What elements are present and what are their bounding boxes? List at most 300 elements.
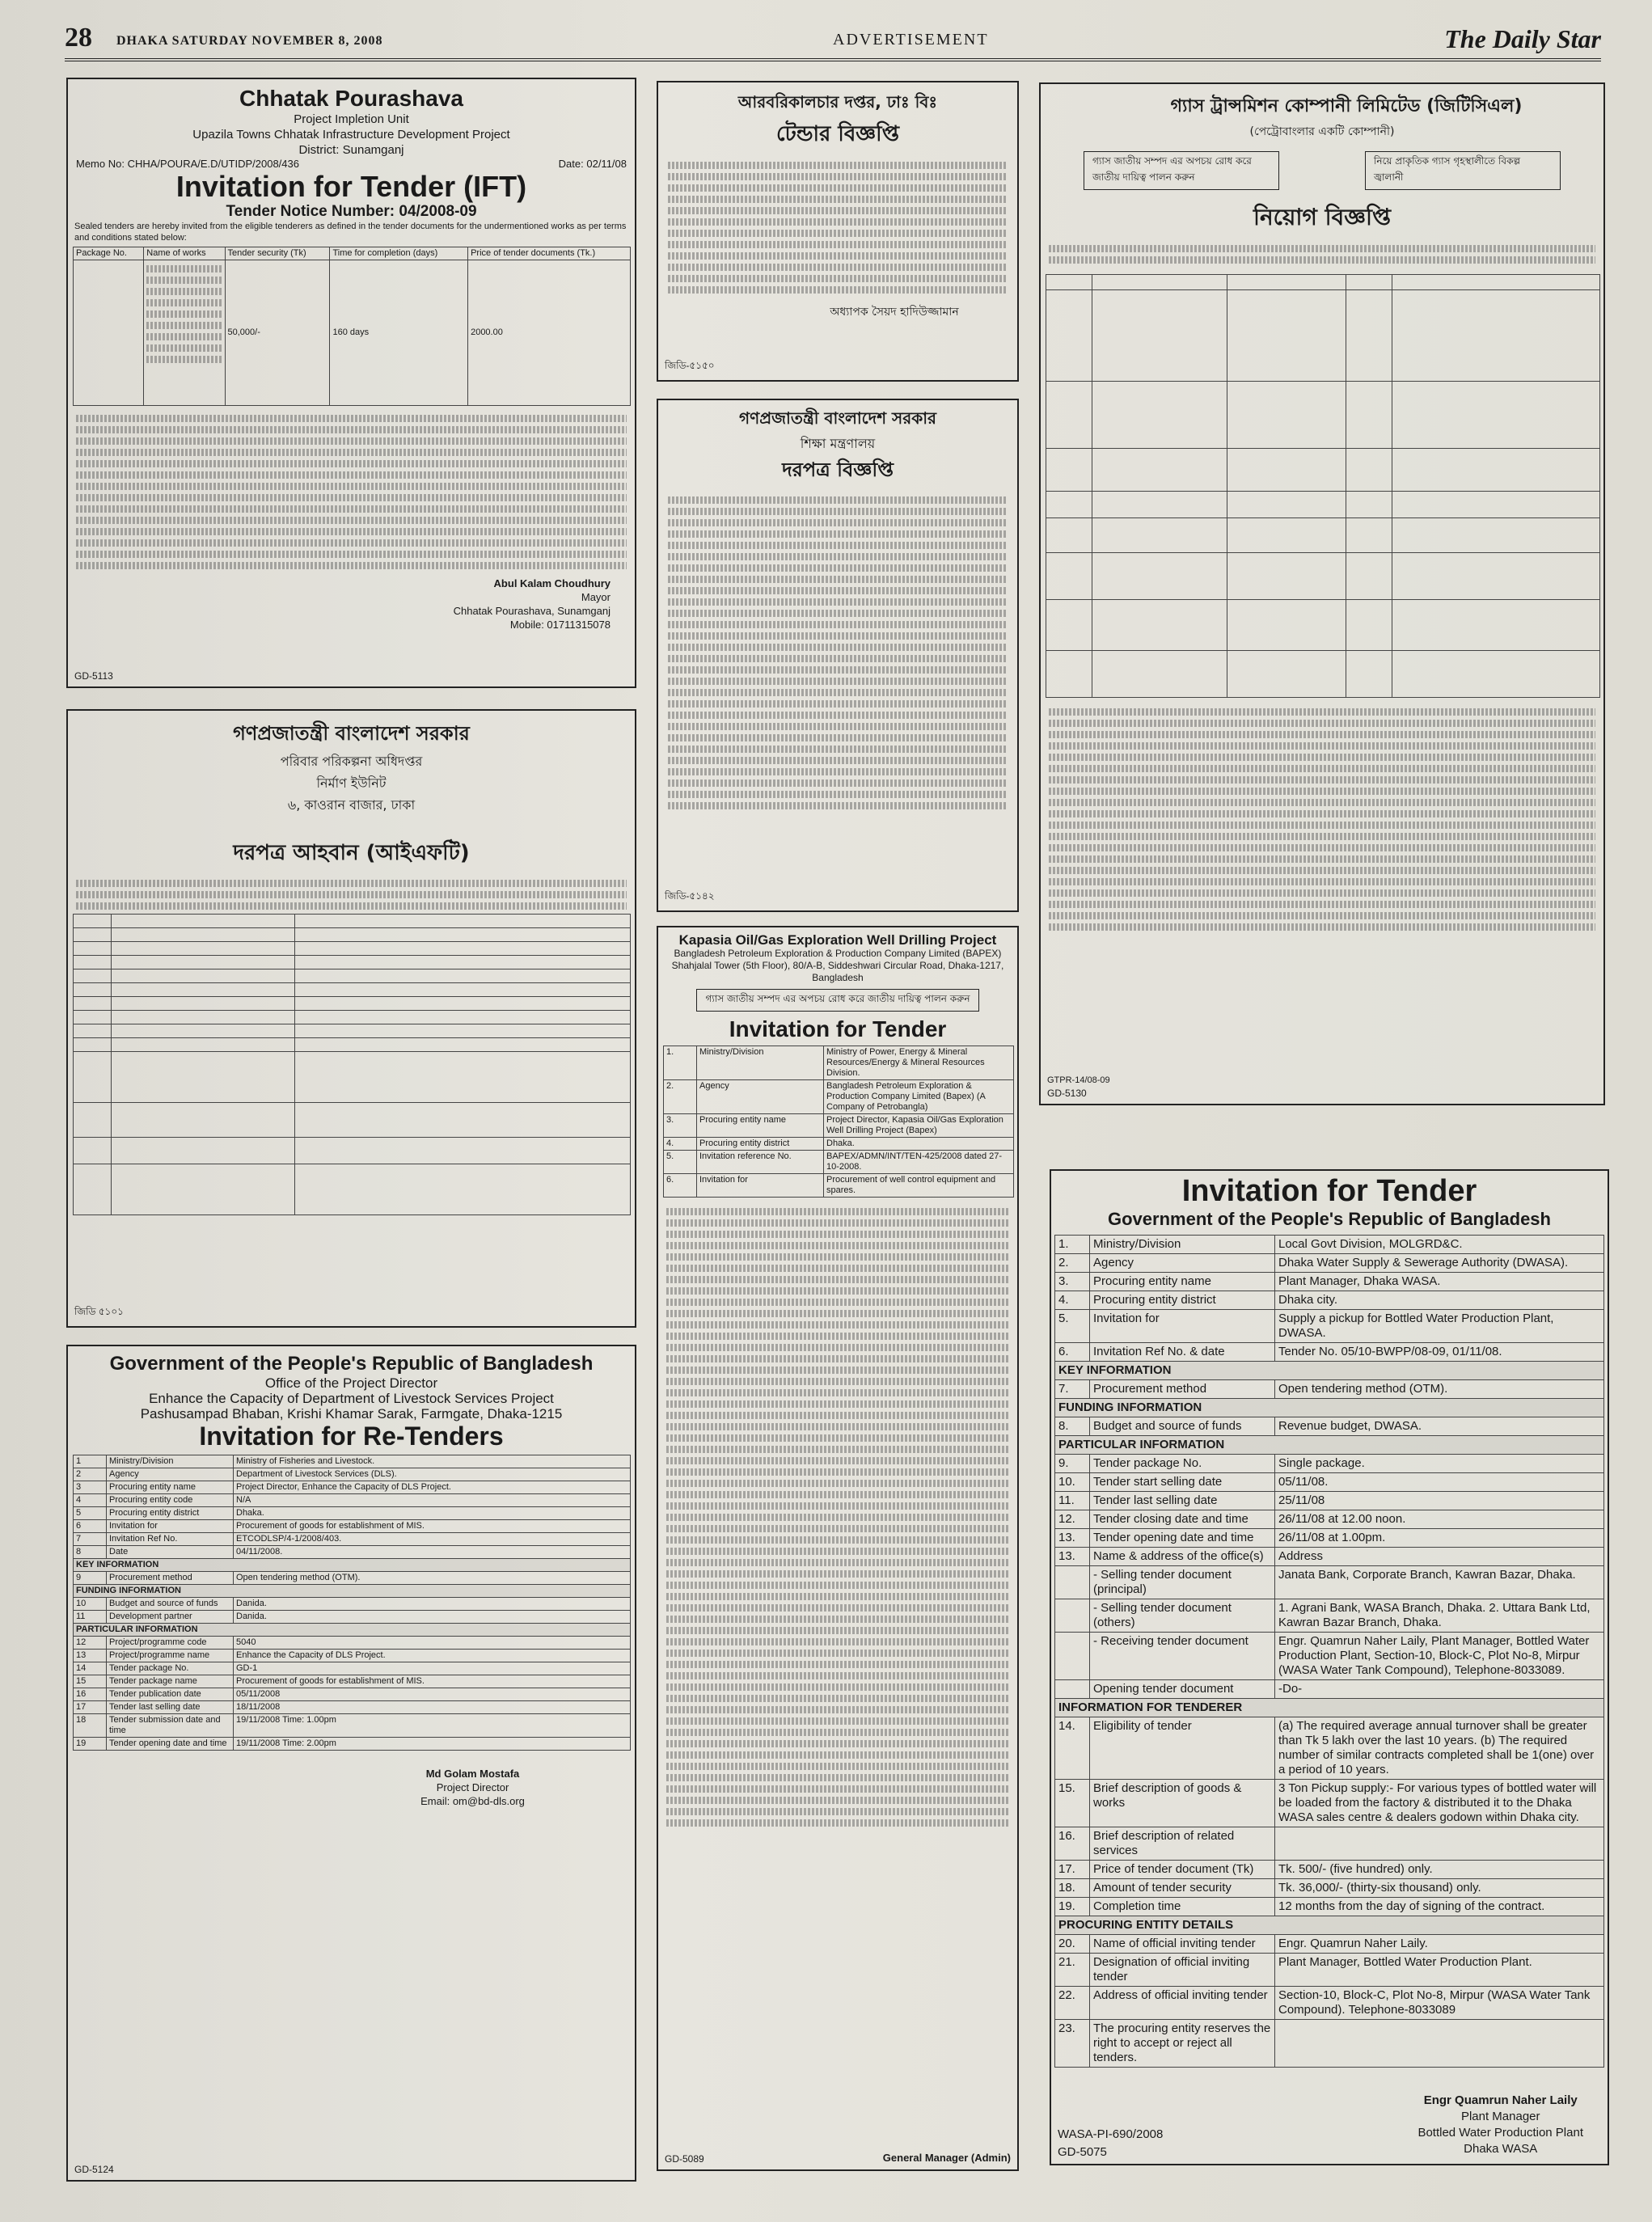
table-row [74,1714,631,1738]
dateline: DHAKA SATURDAY NOVEMBER 8, 2008 [116,34,383,48]
table-cell: Dhaka. [824,1138,1014,1151]
edu-heading: দরপত্র বিজ্ঞপ্তি [782,458,894,481]
table-cell: Project Director, Enhance the Capacity of DLS Project. [234,1481,631,1494]
wasa-heading: Invitation for Tender [1181,1174,1477,1208]
table-cell: Project/programme code [107,1637,234,1650]
table-cell: Engr. Quamrun Naher Laily. [1275,1935,1604,1954]
col-header: Package No. [74,247,144,260]
section-heading: FUNDING INFORMATION [1055,1399,1604,1417]
table-row [74,1688,631,1701]
table-cell: Address [1275,1548,1604,1566]
table-row [1055,1380,1604,1399]
ad-education [657,399,1019,912]
table-cell: Danida. [234,1598,631,1611]
table-cell: Name & address of the office(s) [1090,1548,1275,1566]
table-cell: 17. [1055,1861,1090,1879]
table-cell: Ministry of Fisheries and Livestock. [234,1455,631,1468]
table-cell: Name of official inviting tender [1090,1935,1275,1954]
table-cell: 10. [1055,1473,1090,1492]
table-cell: Tender closing date and time [1090,1510,1275,1529]
table-cell: 13. [1055,1548,1090,1566]
section-row [1055,1699,1604,1717]
tender-security: 50,000/- [225,260,330,406]
chhatak-mobile: Mobile: 01711315078 [509,619,611,631]
table-cell: Plant Manager, Dhaka WASA. [1275,1273,1604,1291]
ad-gtcl [1039,82,1605,1105]
table-cell: 11 [74,1611,107,1624]
table-row [1055,1291,1604,1310]
table-row [74,1611,631,1624]
table-cell: 25/11/08 [1275,1492,1604,1510]
ad-wasa [1050,1169,1609,2165]
table-cell: Agency [1090,1254,1275,1273]
table-cell: Ministry/Division [107,1455,234,1468]
family-unit: নির্মাণ ইউনিট [316,775,387,791]
table-row [74,1468,631,1481]
family-heading: দরপত্র আহবান (আইএফটি) [233,841,470,865]
ad-code: GD-5113 [74,670,113,682]
chhatak-heading: Invitation for Tender (IFT) [175,170,527,203]
table-cell: Invitation Ref No. & date [1090,1343,1275,1362]
section-heading: KEY INFORMATION [74,1559,631,1572]
table-row [1055,1898,1604,1916]
table-cell: 5. [664,1151,697,1174]
table-cell: 18. [1055,1879,1090,1898]
table-cell: Tender last selling date [107,1701,234,1714]
table-cell: 15. [1055,1780,1090,1827]
table-cell: 8. [1055,1417,1090,1436]
table-row [664,1174,1014,1198]
table-cell: 2 [74,1468,107,1481]
table-cell: 12 months from the day of signing of the contract. [1275,1898,1604,1916]
document-price: 2000.00 [468,260,631,406]
gtcl-slogan-left: গ্যাস জাতীয় সম্পদ এর অপচয় রোধ করে জাতীয় দায়িত্ব পালন করুন [1084,151,1279,190]
table-cell: Ministry/Division [697,1046,824,1080]
table-cell: 14. [1055,1717,1090,1780]
table-cell: Eligibility of tender [1090,1717,1275,1780]
table-row [1055,1879,1604,1898]
kapasia-signer-role: General Manager (Admin) [882,2152,1011,2164]
table-cell: Bangladesh Petroleum Exploration & Production Company Limited (Bapex) (A Company of Petrobangla) [824,1080,1014,1114]
ad-code: জিডি-৫১৪২ [665,890,715,902]
section-heading: FUNDING INFORMATION [74,1585,631,1598]
table-cell: Opening tender document [1090,1680,1275,1699]
table-cell: Department of Livestock Services (DLS). [234,1468,631,1481]
table-cell: Tender package No. [1090,1455,1275,1473]
table-cell: 13. [1055,1529,1090,1548]
table-cell: (a) The required average annual turnover shall be greater than Tk 5 lakh over the last 10 years. (b) The required number of similar contracts completed shall be 1(one) over a period of 10 years. [1275,1717,1604,1780]
table-cell: Tender No. 05/10-BWPP/08-09, 01/11/08. [1275,1343,1604,1362]
table-cell: 4. [1055,1291,1090,1310]
table-cell: Date [107,1546,234,1559]
table-cell: Procurement of goods for establishment of MIS. [234,1520,631,1533]
table-cell: 6 [74,1520,107,1533]
arbori-heading: টেন্ডার বিজ্ঞপ্তি [776,122,899,146]
section-row [1055,1436,1604,1455]
chhatak-signer: Abul Kalam Choudhury [493,577,611,589]
table-cell [1055,1680,1090,1699]
table-cell: Procuring entity district [697,1138,824,1151]
ad-code: GD-5075 [1058,2145,1107,2159]
col-header: Time for completion (days) [330,247,468,260]
table-cell: Agency [107,1468,234,1481]
table-cell: Completion time [1090,1898,1275,1916]
dls-address: Pashusampad Bhaban, Krishi Khamar Sarak, Farmgate, Dhaka-1215 [140,1406,563,1421]
section-heading: PARTICULAR INFORMATION [74,1624,631,1637]
family-address: ৬, কাওরান বাজার, ঢাকা [287,797,416,813]
section-heading: PARTICULAR INFORMATION [1055,1436,1604,1455]
ad-family-planning [66,709,636,1328]
dls-office: Office of the Project Director [264,1375,438,1391]
arbori-title: আরবরিকালচার দপ্তর, ঢাঃ বিঃ [737,92,938,112]
table-cell: 10 [74,1598,107,1611]
table-cell: - Selling tender document (principal) [1090,1566,1275,1599]
table-cell: 4 [74,1494,107,1507]
section-row [74,1585,631,1598]
dls-project: Enhance the Capacity of Department of Livestock Services Project [149,1391,554,1406]
gtcl-slogan-right: নিয়ে প্রাকৃতিক গ্যাস গৃহস্থালীতে বিকল্প জ্বালানী [1365,151,1561,190]
section-row [74,1624,631,1637]
gtcl-title: গ্যাস ট্রান্সমিশন কোম্পানী লিমিটেড (জিটিসিএল) [1170,96,1523,116]
section-heading: PROCURING ENTITY DETAILS [1055,1916,1604,1935]
table-row [1055,1473,1604,1492]
dls-signer-role: Project Director [436,1781,509,1793]
chhatak-date: Date: 02/11/08 [558,158,627,170]
table-cell: 1. [664,1046,697,1080]
kapasia-heading: Invitation for Tender [729,1016,947,1041]
table-cell: Tender submission date and time [107,1714,234,1738]
table-cell: Project Director, Kapasia Oil/Gas Exploration Well Drilling Project (Bapex) [824,1114,1014,1138]
table-cell: The procuring entity reserves the right to accept or reject all tenders. [1090,2020,1275,2068]
table-cell: 1. Agrani Bank, WASA Branch, Dhaka. 2. Uttara Bank Ltd, Kawran Bazar Branch, Dhaka. [1275,1599,1604,1633]
table-cell: Procuring entity name [697,1114,824,1138]
paper-name: The Daily Star [1444,24,1601,53]
table-row [1055,1455,1604,1473]
table-row [1055,1717,1604,1780]
wasa-ref-code: WASA-PI-690/2008 [1058,2127,1164,2141]
masthead [65,23,1601,61]
kapasia-address: Shahjalal Tower (5th Floor), 80/A-B, Siddeshwari Circular Road, Dhaka-1217, Bangladesh [671,960,1004,983]
family-table [73,914,631,1215]
table-cell: Amount of tender security [1090,1879,1275,1898]
wasa-signer-role: Plant Manager [1460,2110,1540,2123]
ad-code: GD-5130 [1047,1088,1087,1099]
ad-dls [66,1345,636,2182]
table-row [664,1151,1014,1174]
table-row [74,1675,631,1688]
section-label: ADVERTISEMENT [833,31,989,49]
table-cell: 3 Ton Pickup supply:- For various types of bottled water will be loaded from the factory & distributed it to the Dhaka WASA sales centre & dealers godown within Dhaka city. [1275,1780,1604,1827]
ad-code: জিডি ৫১০১ [74,1306,124,1317]
table-cell: - Selling tender document (others) [1090,1599,1275,1633]
col-header: Tender security (Tk) [225,247,330,260]
completion-time: 160 days [330,260,468,406]
table-row [74,1701,631,1714]
table-cell [1275,1827,1604,1861]
wasa-title: Government of the People's Republic of Bangladesh [1108,1209,1551,1229]
kapasia-slogan: গ্যাস জাতীয় সম্পদ এর অপচয় রোধ করে জাতীয় দায়িত্ব পালন করুন [696,989,978,1012]
section-row [1055,1399,1604,1417]
table-row [74,1455,631,1468]
table-cell: 12 [74,1637,107,1650]
chhatak-project: Upazila Towns Chhatak Infrastructure Development Project [192,128,510,142]
table-cell: 14 [74,1662,107,1675]
table-row [1055,1254,1604,1273]
table-cell: 15 [74,1675,107,1688]
table-cell: Tender publication date [107,1688,234,1701]
table-cell: 18 [74,1714,107,1738]
table-cell: Procurement of goods for establishment of MIS. [234,1675,631,1688]
table-row [1055,1827,1604,1861]
chhatak-district: District: Sunamganj [298,143,404,157]
table-row [1055,1954,1604,1987]
table-cell: 6. [664,1174,697,1198]
wasa-signer-city: Dhaka WASA [1464,2142,1538,2156]
table-cell: 5040 [234,1637,631,1650]
gtcl-subtitle: (পেট্রোবাংলার একটি কোম্পানী) [1249,125,1395,138]
table-cell: 5 [74,1507,107,1520]
table-cell: Open tendering method (OTM). [234,1572,631,1585]
table-row [74,1662,631,1675]
table-row [1055,1680,1604,1699]
table-cell: Tender package name [107,1675,234,1688]
arbori-signer: অধ্যাপক সৈয়দ হাদিউজ্জামান [830,306,959,319]
table-row [1055,1599,1604,1633]
table-row [1055,1861,1604,1879]
table-cell: 9. [1055,1455,1090,1473]
ad-code: জিডি-৫১৫০ [665,360,715,371]
ad-kapasia [657,926,1019,2171]
table-cell: Address of official inviting tender [1090,1987,1275,2020]
table-cell: 19/11/2008 Time: 1.00pm [234,1714,631,1738]
table-cell: 7. [1055,1380,1090,1399]
table-cell: 5. [1055,1310,1090,1343]
table-cell: BAPEX/ADMN/INT/TEN-425/2008 dated 27-10-2008. [824,1151,1014,1174]
wasa-signer-org: Bottled Water Production Plant [1418,2126,1583,2140]
table-cell: 7 [74,1533,107,1546]
table-row [1055,1492,1604,1510]
table-cell: GD-1 [234,1662,631,1675]
table-cell: Tender opening date and time [1090,1529,1275,1548]
table-cell: Invitation for [107,1520,234,1533]
wasa-table [1054,1235,1604,2068]
table-cell: Open tendering method (OTM). [1275,1380,1604,1399]
table-cell: Procuring entity district [107,1507,234,1520]
table-cell: -Do- [1275,1680,1604,1699]
gtcl-code: GTPR-14/08-09 [1047,1075,1110,1085]
table-row [1055,1780,1604,1827]
table-cell: Development partner [107,1611,234,1624]
table-cell: Invitation for [697,1174,824,1198]
edu-title: গণপ্রজাতন্ত্রী বাংলাদেশ সরকার [739,408,936,428]
table-cell: Budget and source of funds [1090,1417,1275,1436]
table-cell: 13 [74,1650,107,1662]
table-cell: Budget and source of funds [107,1598,234,1611]
dls-title: Government of the People's Republic of Bangladesh [109,1353,594,1375]
table-row [1055,1343,1604,1362]
table-cell: 12. [1055,1510,1090,1529]
chhatak-table [73,247,631,406]
table-cell: Enhance the Capacity of DLS Project. [234,1650,631,1662]
table-cell [1055,1599,1090,1633]
table-cell: 18/11/2008 [234,1701,631,1714]
table-cell: ETCODLSP/4-1/2008/403. [234,1533,631,1546]
col-header: Name of works [144,247,225,260]
edu-ministry: শিক্ষা মন্ত্রণালয় [800,436,876,451]
table-cell: 11. [1055,1492,1090,1510]
table-row [1055,2020,1604,2068]
table-row [664,1114,1014,1138]
section-row [1055,1362,1604,1380]
table-cell: 26/11/08 at 12.00 noon. [1275,1510,1604,1529]
gtcl-table [1046,274,1600,698]
table-row [1055,1566,1604,1599]
kapasia-table [663,1046,1014,1198]
table-cell: 3. [1055,1273,1090,1291]
table-row [74,1546,631,1559]
table-cell: Brief description of goods & works [1090,1780,1275,1827]
ad-arboriculture [657,81,1019,382]
chhatak-notice: Tender Notice Number: 04/2008-09 [226,203,477,220]
table-cell: Agency [697,1080,824,1114]
table-cell: Tender package No. [107,1662,234,1675]
kapasia-org: Bangladesh Petroleum Exploration & Production Company Limited (BAPEX) [674,948,1002,959]
table-cell [1275,2020,1604,2068]
table-cell: Tender last selling date [1090,1492,1275,1510]
table-cell: 20. [1055,1935,1090,1954]
table-cell: 1 [74,1455,107,1468]
table-cell [1055,1566,1090,1599]
table-cell: Section-10, Block-C, Plot No-8, Mirpur (WASA Water Tank Compound). Telephone-8033089 [1275,1987,1604,2020]
chhatak-intro: Sealed tenders are hereby invited from the eligible tenderers as defined in the tender documents for the undermentioned works as per terms and conditions stated below: [74,222,627,243]
family-office: পরিবার পরিকল্পনা অধিদপ্তর [280,754,423,769]
table-row [74,1494,631,1507]
table-cell: 16 [74,1688,107,1701]
ad-code: GD-5089 [665,2153,704,2165]
table-row [74,1520,631,1533]
table-cell: Tk. 500/- (five hundred) only. [1275,1861,1604,1879]
dls-table [73,1455,631,1751]
table-cell: 05/11/2008 [234,1688,631,1701]
table-cell: 2. [1055,1254,1090,1273]
table-cell: Dhaka city. [1275,1291,1604,1310]
table-cell: 6. [1055,1343,1090,1362]
table-cell: Janata Bank, Corporate Branch, Kawran Bazar, Dhaka. [1275,1566,1604,1599]
table-cell: Danida. [234,1611,631,1624]
table-cell: Supply a pickup for Bottled Water Production Plant, DWASA. [1275,1310,1604,1343]
table-cell: 3. [664,1114,697,1138]
table-cell: 21. [1055,1954,1090,1987]
table-cell: 8 [74,1546,107,1559]
table-cell: Tk. 36,000/- (thirty-six thousand) only. [1275,1879,1604,1898]
table-row [1055,1273,1604,1291]
ad-chhatak [66,78,636,688]
table-row [74,1507,631,1520]
dls-heading: Invitation for Re-Tenders [199,1421,504,1451]
table-cell: Tender start selling date [1090,1473,1275,1492]
table-cell: Ministry/Division [1090,1236,1275,1254]
table-cell: 4. [664,1138,697,1151]
table-cell: Dhaka. [234,1507,631,1520]
table-row [1055,1548,1604,1566]
table-cell: Plant Manager, Bottled Water Production Plant. [1275,1954,1604,1987]
table-cell: 19/11/2008 Time: 2.00pm [234,1738,631,1751]
page-number: 28 [65,23,92,53]
table-row [74,1738,631,1751]
table-row [74,1637,631,1650]
table-cell: 04/11/2008. [234,1546,631,1559]
table-cell: 17 [74,1701,107,1714]
table-cell: Procuring entity district [1090,1291,1275,1310]
table-cell: Price of tender document (Tk) [1090,1861,1275,1879]
table-row [74,1650,631,1662]
table-cell: 26/11/08 at 1.00pm. [1275,1529,1604,1548]
table-cell: 19. [1055,1898,1090,1916]
table-row [664,1080,1014,1114]
table-row [664,1046,1014,1080]
table-cell: 16. [1055,1827,1090,1861]
kapasia-title: Kapasia Oil/Gas Exploration Well Drilling Project [678,932,997,948]
table-cell: Engr. Quamrun Naher Laily, Plant Manager, Bottled Water Production Plant, Section-10, Block-C, Plot No-8, Mirpur (WASA Water Tank Compound), Telephone-8033089. [1275,1633,1604,1680]
table-cell: Single package. [1275,1455,1604,1473]
table-cell: Procurement method [1090,1380,1275,1399]
table-cell [1055,1633,1090,1680]
table-row [1055,1310,1604,1343]
table-cell: Procuring entity code [107,1494,234,1507]
table-cell: 23. [1055,2020,1090,2068]
col-header: Price of tender documents (Tk.) [468,247,631,260]
table-cell: Brief description of related services [1090,1827,1275,1861]
family-title: গণপ্রজাতন্ত্রী বাংলাদেশ সরকার [233,722,470,745]
table-cell: 19 [74,1738,107,1751]
table-cell: 2. [664,1080,697,1114]
table-cell: 3 [74,1481,107,1494]
table-cell: Procurement of well control equipment and spares. [824,1174,1014,1198]
table-cell: Tender opening date and time [107,1738,234,1751]
table-cell: Procurement method [107,1572,234,1585]
table-cell: - Receiving tender document [1090,1633,1275,1680]
section-heading: INFORMATION FOR TENDERER [1055,1699,1604,1717]
table-cell: 1. [1055,1236,1090,1254]
table-cell: N/A [234,1494,631,1507]
wasa-signer: Engr Quamrun Naher Laily [1423,2093,1578,2107]
chhatak-signer-role: Mayor [581,591,611,603]
table-row [1055,1510,1604,1529]
table-row [74,1572,631,1585]
chhatak-memo: Memo No: CHHA/POURA/E.D/UTIDP/2008/436 [76,158,299,170]
table-cell: 9 [74,1572,107,1585]
gtcl-heading: নিয়োগ বিজ্ঞপ্তি [1253,204,1392,230]
table-cell: Designation of official inviting tender [1090,1954,1275,1987]
table-cell: 05/11/08. [1275,1473,1604,1492]
table-row [74,1533,631,1546]
section-row [74,1559,631,1572]
chhatak-signer-org: Chhatak Pourashava, Sunamganj [453,605,611,617]
table-row [1055,1987,1604,2020]
table-row [74,1598,631,1611]
table-cell: Invitation Ref No. [107,1533,234,1546]
chhatak-unit: Project Impletion Unit [294,112,409,126]
table-cell: Invitation reference No. [697,1151,824,1174]
table-cell: Invitation for [1090,1310,1275,1343]
dls-email: Email: om@bd-dls.org [420,1795,525,1807]
section-row [1055,1916,1604,1935]
table-row [1055,1236,1604,1254]
section-heading: KEY INFORMATION [1055,1362,1604,1380]
table-row [1055,1935,1604,1954]
table-cell: Procuring entity name [1090,1273,1275,1291]
table-cell: Ministry of Power, Energy & Mineral Resources/Energy & Mineral Resources Division. [824,1046,1014,1080]
